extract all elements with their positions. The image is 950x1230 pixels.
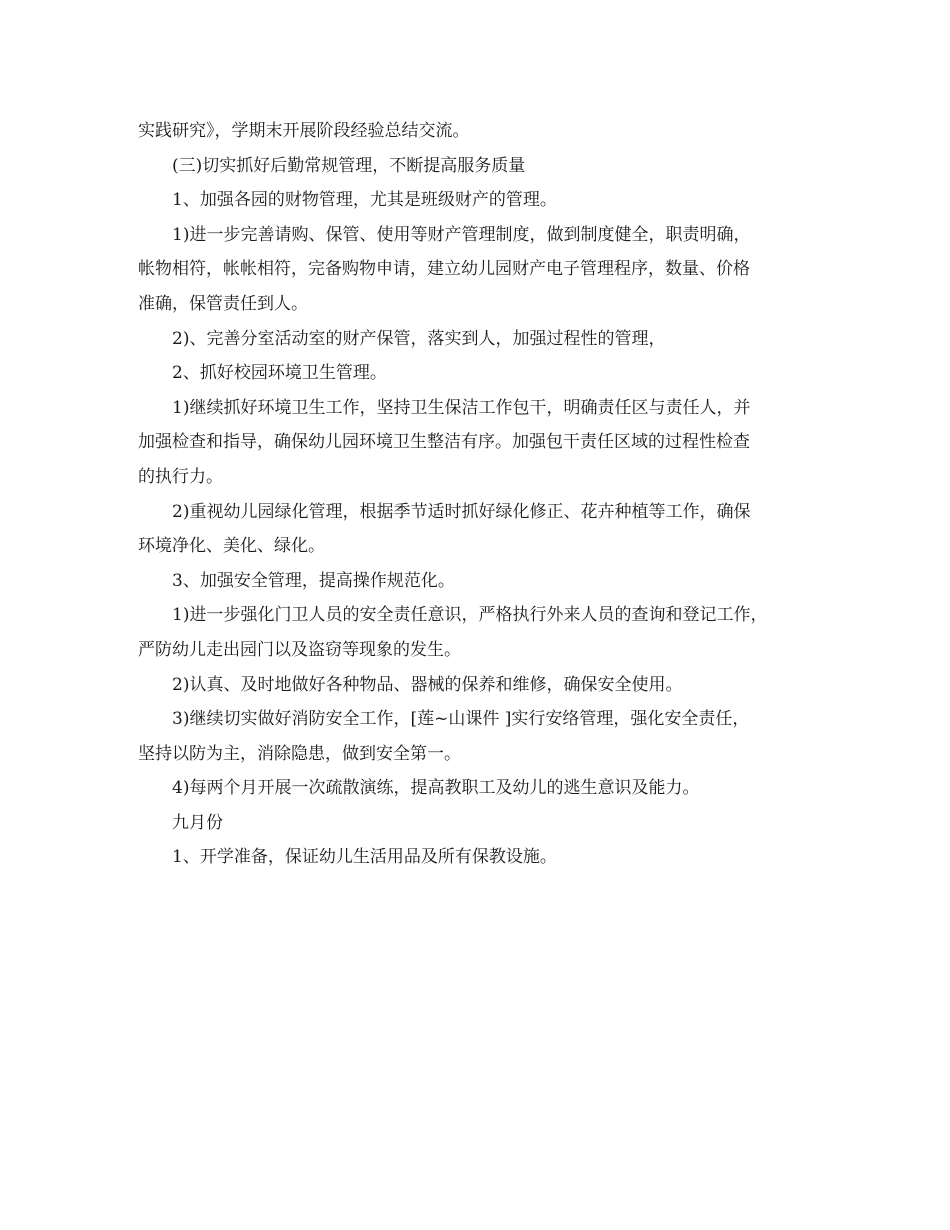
text-line: 3)继续切实做好消防安全工作，[莲~山课件 ]实行安络管理，强化安全责任， — [172, 709, 750, 730]
text-line: 1)继续抓好环境卫生工作，坚持卫生保洁工作包干，明确责任区与责任人，并 — [172, 397, 751, 418]
text-line: 3、加强安全管理，提高操作规范化。 — [172, 570, 455, 591]
text-line: 2)认真、及时地做好各种物品、器械的保养和维修，确保安全使用。 — [172, 674, 683, 695]
text-line: 加强检查和指导，确保幼儿园环境卫生整洁有序。加强包干责任区域的过程性检查 — [138, 432, 750, 453]
text-line: 4)每两个月开展一次疏散演练，提高教职工及幼儿的逃生意识及能力。 — [172, 778, 700, 799]
text-line: 九月份 — [172, 812, 223, 833]
text-line: 实践研究》，学期末开展阶段经验总结交流。 — [138, 121, 470, 141]
text-line: 帐物相符，帐帐相符，完备购物申请，建立幼儿园财产电子管理程序，数量、价格 — [138, 259, 750, 280]
text-line: 1)进一步完善请购、保管、使用等财产管理制度，做到制度健全，职责明确， — [172, 224, 751, 245]
text-line: 1、开学准备，保证幼儿生活用品及所有保教设施。 — [172, 847, 557, 868]
document-body — [138, 114, 818, 875]
text-line: 环境净化、美化、绿化。 — [138, 536, 325, 557]
text-line: 坚持以防为主，消除隐患，做到安全第一。 — [138, 743, 461, 764]
text-line: 严防幼儿走出园门以及盗窃等现象的发生。 — [138, 639, 461, 660]
text-line: 2)、完善分室活动室的财产保管，落实到人，加强过程性的管理， — [172, 328, 666, 349]
text-line: 1、加强各园的财物管理，尤其是班级财产的管理。 — [172, 190, 557, 211]
text-line: 1)进一步强化门卫人员的安全责任意识，严格执行外来人员的查询和登记工作， — [172, 605, 768, 626]
text-line: 2)重视幼儿园绿化管理，根据季节适时抓好绿化修正、花卉种植等工作，确保 — [172, 501, 751, 522]
text-line: 的执行力。 — [138, 466, 223, 487]
text-line: 2、抓好校园环境卫生管理。 — [172, 363, 387, 384]
text-line: (三)切实抓好后勤常规管理，不断提高服务质量 — [172, 155, 526, 176]
text-line: 准确，保管责任到人。 — [138, 293, 308, 314]
